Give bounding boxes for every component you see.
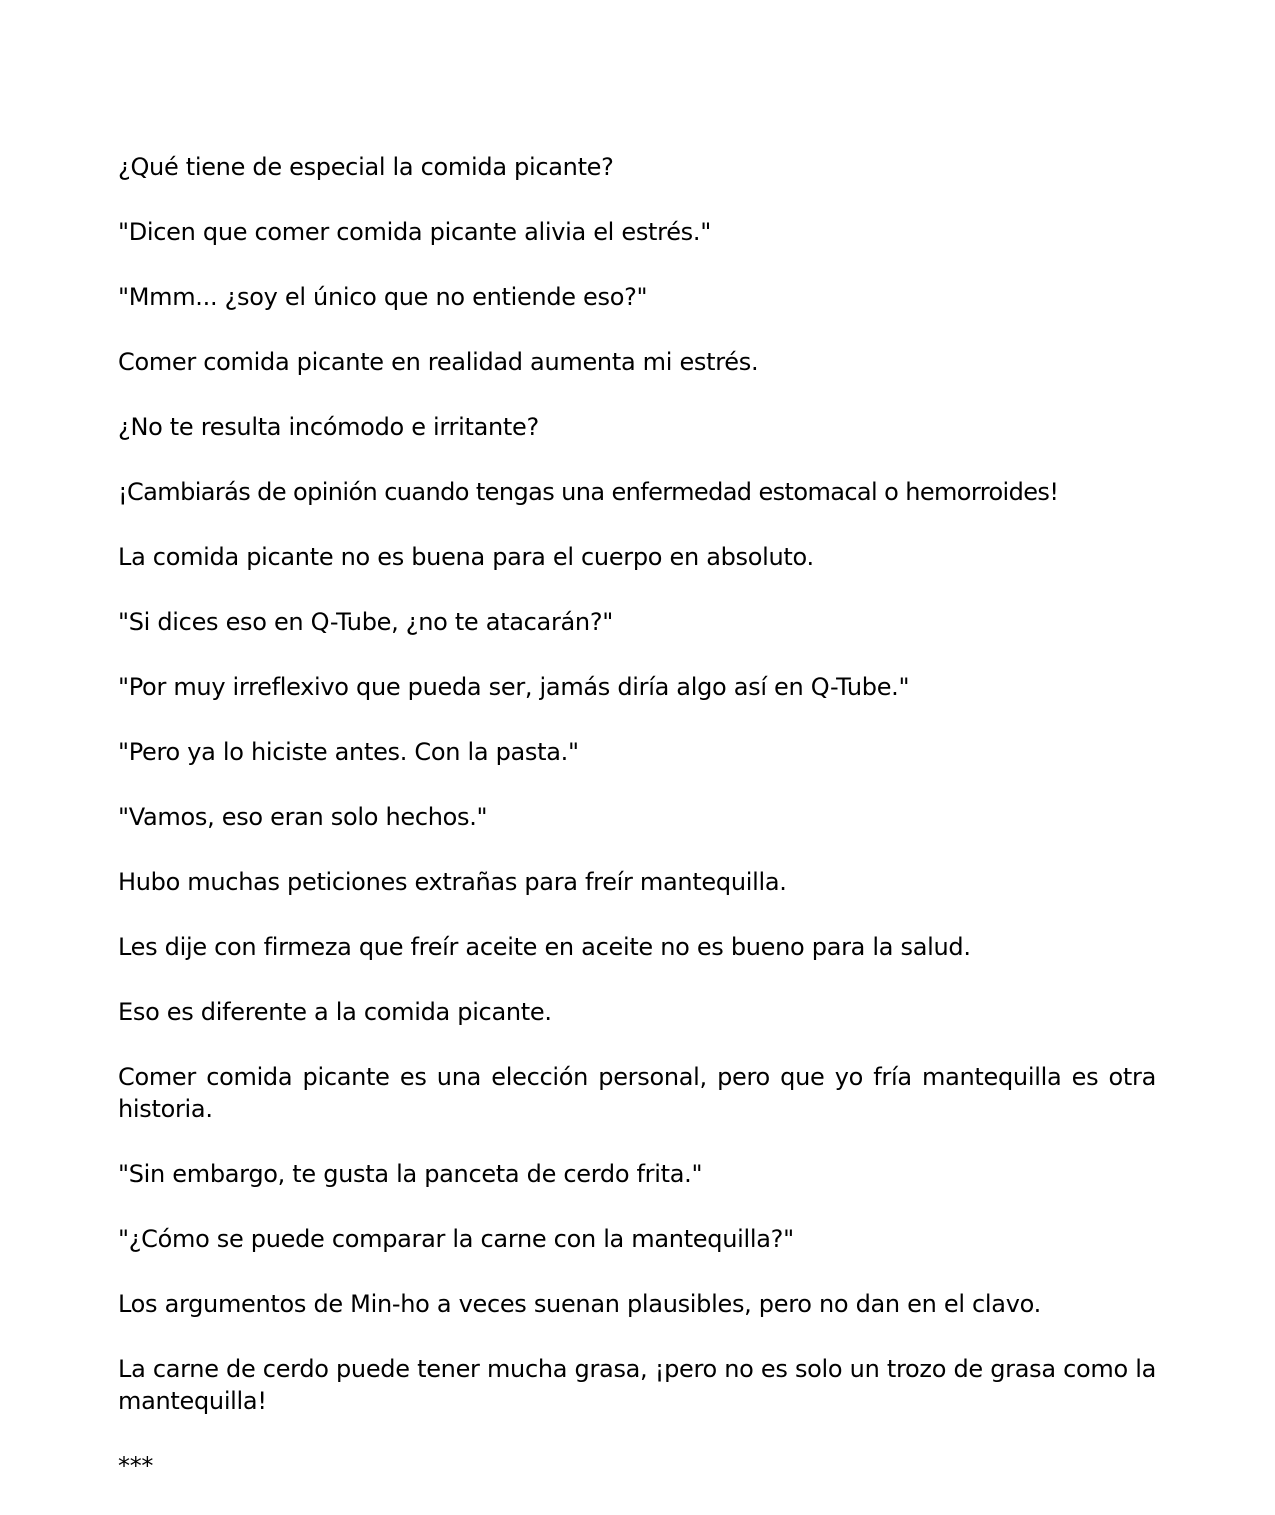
paragraph: "Mmm... ¿soy el único que no entiende eso?" — [118, 283, 648, 311]
paragraph: "Sin embargo, te gusta la panceta de cerdo frita." — [118, 1160, 703, 1188]
paragraph: "Por muy irreflexivo que pueda ser, jamás diría algo así en Q-Tube." — [118, 673, 910, 701]
paragraph: "¿Cómo se puede comparar la carne con la mantequilla?" — [118, 1225, 794, 1253]
paragraph: ¡Cambiarás de opinión cuando tengas una enfermedad estomacal o hemorroides! — [118, 478, 1059, 506]
paragraph: Comer comida picante en realidad aumenta mi estrés. — [118, 348, 759, 376]
paragraph: "Dicen que comer comida picante alivia el estrés." — [118, 218, 711, 246]
paragraph: "Pero ya lo hiciste antes. Con la pasta." — [118, 738, 579, 766]
paragraph: ¿No te resulta incómodo e irritante? — [118, 413, 539, 441]
paragraph: Les dije con firmeza que freír aceite en aceite no es bueno para la salud. — [118, 933, 971, 961]
paragraph: La comida picante no es buena para el cuerpo en absoluto. — [118, 543, 814, 571]
paragraph: La carne de cerdo puede tener mucha grasa, ¡pero no es solo un trozo de grasa como la mantequilla! — [118, 1355, 1156, 1415]
document-page — [118, 151, 1156, 1515]
paragraph: Los argumentos de Min-ho a veces suenan plausibles, pero no dan en el clavo. — [118, 1290, 1041, 1318]
paragraph: Hubo muchas peticiones extrañas para freír mantequilla. — [118, 868, 787, 896]
scene-break: *** — [118, 1452, 154, 1480]
paragraph: ¿Qué tiene de especial la comida picante? — [118, 153, 614, 181]
paragraph: "Si dices eso en Q-Tube, ¿no te atacarán?" — [118, 608, 614, 636]
paragraph: Comer comida picante es una elección personal, pero que yo fría mantequilla es otra historia. — [118, 1063, 1156, 1123]
paragraph: "Vamos, eso eran solo hechos." — [118, 803, 488, 831]
paragraph: Eso es diferente a la comida picante. — [118, 998, 552, 1026]
